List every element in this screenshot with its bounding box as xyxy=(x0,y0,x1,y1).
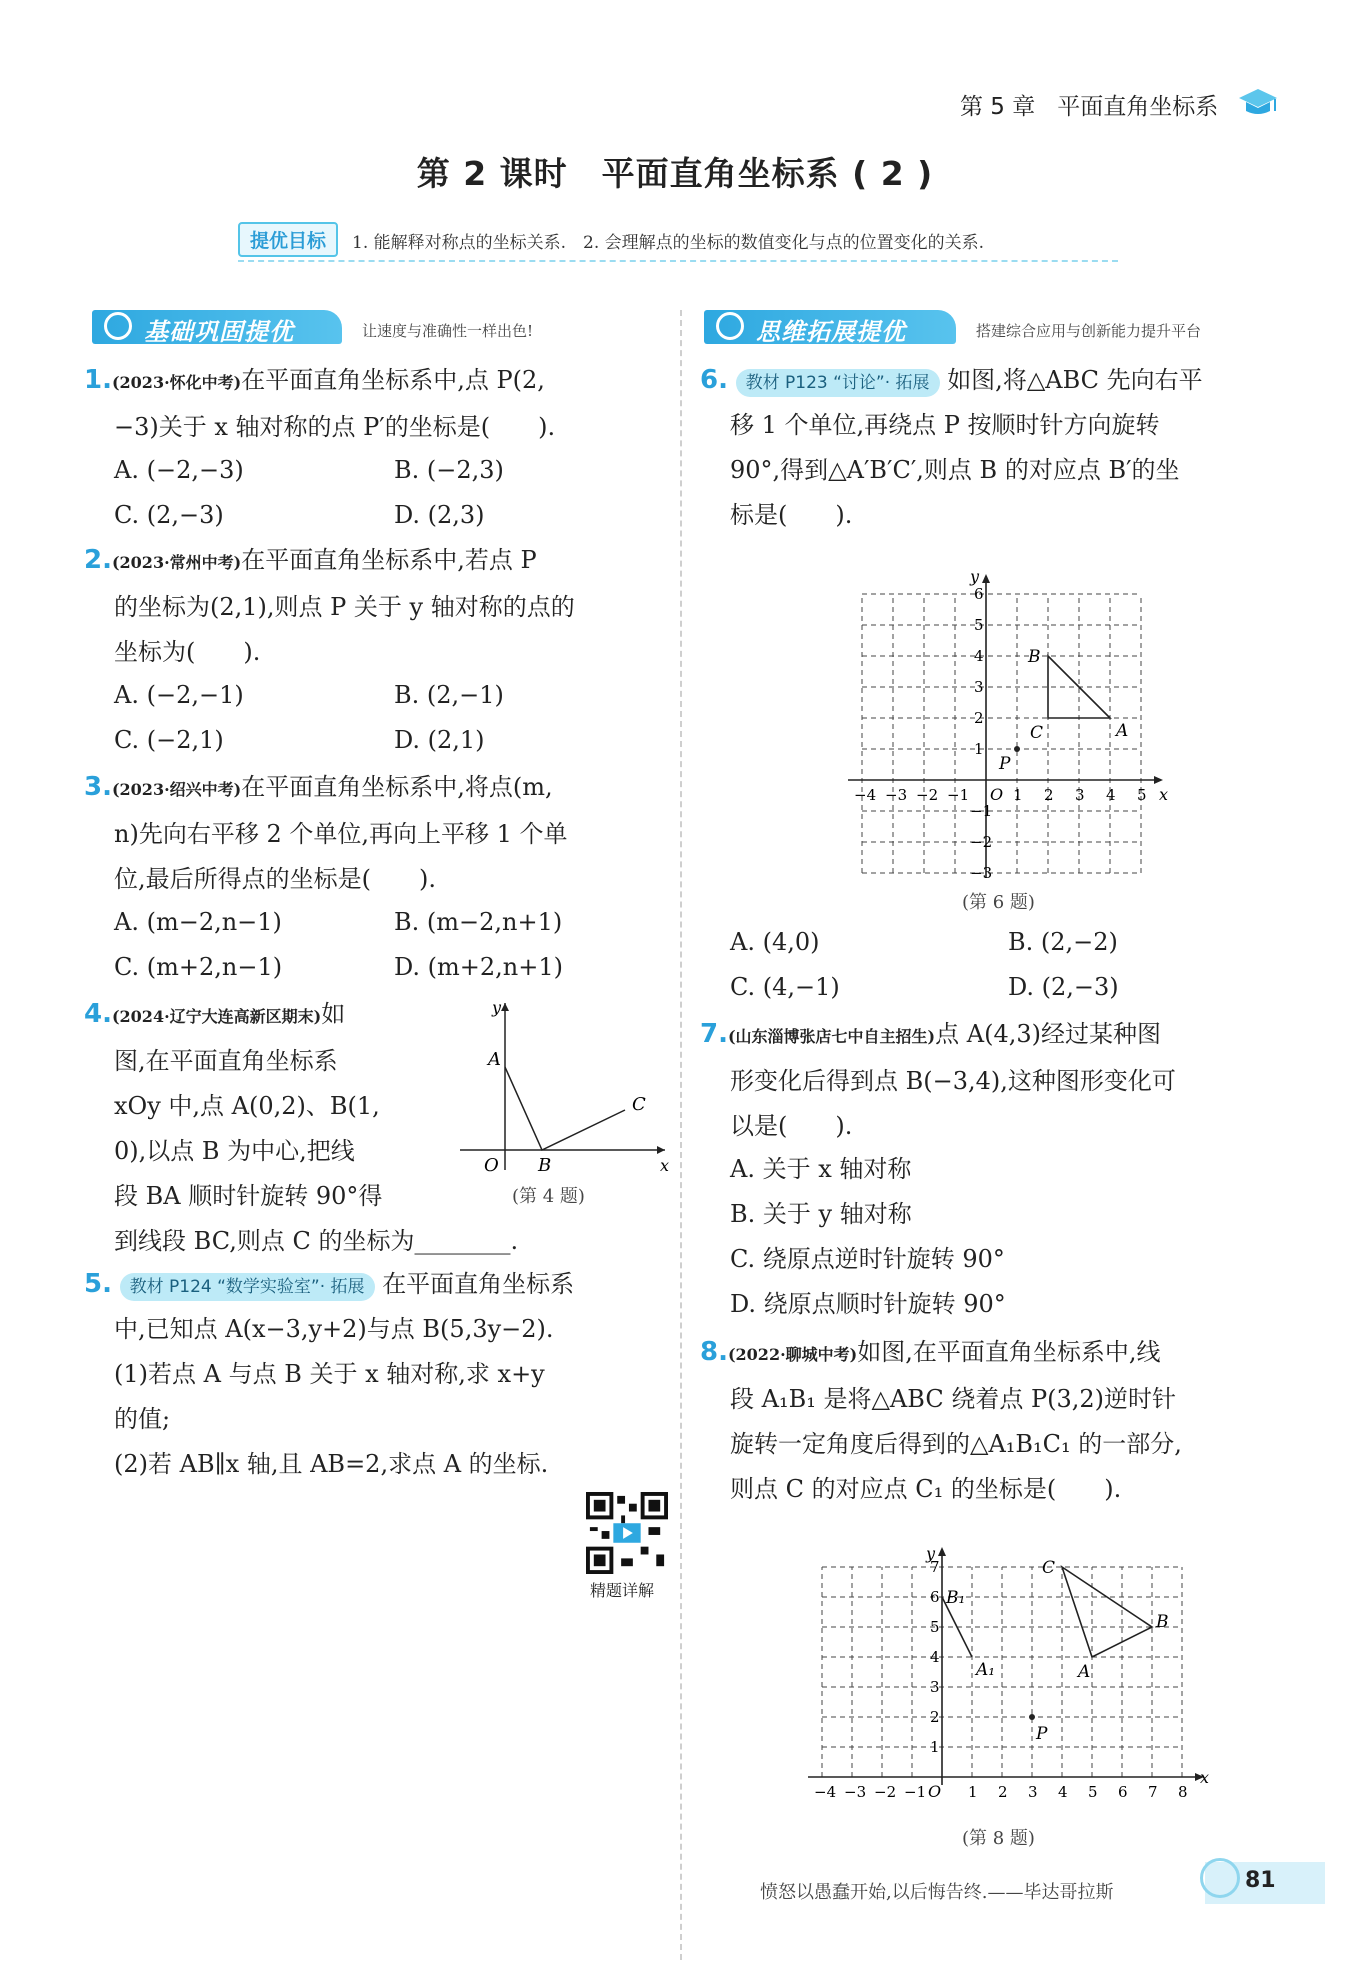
q6-textbook-tag: 教材 P123 “讨论”· 拓展 xyxy=(736,369,940,397)
q2-source: (2023·常州中考) xyxy=(111,553,242,572)
q8-x-tick: −1 xyxy=(904,1783,927,1801)
q8-number: 8. xyxy=(700,1337,728,1367)
q1-source: (2023·怀化中考) xyxy=(111,373,242,392)
page-header xyxy=(960,88,1240,121)
q8-x-tick: −2 xyxy=(874,1783,897,1801)
q8-y-tick: 3 xyxy=(930,1678,940,1696)
q3-option-c: C. (m+2,n−1) xyxy=(114,953,283,981)
q1-option-d: D. (2,3) xyxy=(394,501,485,529)
q4-line2: 图,在平面直角坐标系 xyxy=(114,1047,338,1075)
q7-option-d: D. 绕原点顺时针旋转 90° xyxy=(730,1290,1006,1318)
q4-label-a: A xyxy=(488,1049,501,1070)
target-icon xyxy=(104,312,132,340)
q8-label-o: O xyxy=(928,1782,942,1801)
q1-line2: −3)关于 x 轴对称的点 P′的坐标是( ). xyxy=(114,413,556,441)
q8-label-x: x xyxy=(1200,1768,1210,1787)
q7-option-b: B. 关于 y 轴对称 xyxy=(730,1200,912,1228)
q5-line3: (1)若点 A 与点 B 关于 x 轴对称,求 x+y xyxy=(114,1360,545,1388)
q8-line4: 则点 C 的对应点 C₁ 的坐标是( ). xyxy=(730,1475,1122,1503)
q4-line1: 如 xyxy=(321,1000,346,1028)
q2-option-b: B. (2,−1) xyxy=(394,681,504,709)
q4-label-x: x xyxy=(660,1156,670,1175)
qr-code-icon[interactable] xyxy=(586,1492,668,1574)
q8-figure xyxy=(800,1515,1220,1815)
q1-number: 1. xyxy=(84,365,112,395)
qr-label: 精题详解 xyxy=(590,1581,655,1600)
q8-y-tick: 6 xyxy=(930,1588,940,1606)
question-1 xyxy=(84,358,674,450)
chapter-title: 平面直角坐标系 xyxy=(1057,94,1219,120)
q8-caption: (第 8 题) xyxy=(962,1828,1035,1849)
q6-line1: 如图,将△ABC 先向右平 xyxy=(947,366,1203,394)
q6-x-tick: 5 xyxy=(1137,786,1147,804)
q3-line2: n)先向右平移 2 个单位,再向上平移 1 个单 xyxy=(114,820,568,848)
q6-option-a: A. (4,0) xyxy=(730,928,820,956)
q1-option-c: C. (2,−3) xyxy=(114,501,224,529)
q8-x-tick: −3 xyxy=(844,1783,867,1801)
q8-label-p: P xyxy=(1036,1724,1048,1744)
page-number: 81 xyxy=(1245,1868,1276,1893)
q1-line1: 在平面直角坐标系中,点 P(2, xyxy=(241,366,545,394)
q6-y-tick: −1 xyxy=(970,802,993,820)
q6-y-tick: −3 xyxy=(970,864,993,878)
q6-point-p xyxy=(1014,746,1020,752)
q6-y-tick: 5 xyxy=(974,616,984,634)
q8-x-tick: 1 xyxy=(968,1783,978,1801)
q7-line3: 以是( ). xyxy=(730,1112,853,1140)
right-section-subtitle: 搭建综合应用与创新能力提升平台 xyxy=(976,322,1202,340)
q8-x-tick: 4 xyxy=(1058,1783,1068,1801)
q8-label-b: B xyxy=(1156,1612,1169,1632)
q8-label-a1: A₁ xyxy=(976,1660,996,1680)
q8-line2: 段 A₁B₁ 是将△ABC 绕着点 P(3,2)逆时针 xyxy=(730,1385,1177,1413)
q6-x-tick: 2 xyxy=(1044,786,1054,804)
q7-option-a: A. 关于 x 轴对称 xyxy=(730,1155,912,1183)
q6-y-tick: −2 xyxy=(970,833,993,851)
question-2 xyxy=(84,538,674,675)
q6-x-arrow xyxy=(1154,776,1163,784)
q6-y-arrow xyxy=(982,574,990,583)
page-ring-icon xyxy=(1200,1858,1240,1898)
q6-x-tick: 3 xyxy=(1075,786,1085,804)
q6-x-tick: −4 xyxy=(854,786,877,804)
q6-number: 6. xyxy=(700,365,728,395)
q6-label-x: x xyxy=(1159,785,1169,804)
q5-line4: 的值; xyxy=(114,1405,171,1433)
q4-label-y: y xyxy=(492,998,502,1017)
q8-y-tick: 7 xyxy=(930,1558,940,1576)
q7-line2: 形变化后得到点 B(−3,4),这种图形变化可 xyxy=(730,1067,1176,1095)
q5-number: 5. xyxy=(84,1269,112,1299)
q8-line3: 旋转一定角度后得到的△A₁B₁C₁ 的一部分, xyxy=(730,1430,1182,1458)
q6-y-tick: 3 xyxy=(974,678,984,696)
q8-x-tick: 2 xyxy=(998,1783,1008,1801)
q4-segments xyxy=(505,1067,625,1150)
q2-line2: 的坐标为(2,1),则点 P 关于 y 轴对称的点的 xyxy=(114,593,575,621)
q1-option-a: A. (−2,−3) xyxy=(114,456,244,484)
q6-x-tick: −2 xyxy=(916,786,939,804)
q2-number: 2. xyxy=(84,545,112,575)
right-section-title: 思维拓展提优 xyxy=(756,318,906,346)
q8-y-tick: 5 xyxy=(930,1618,940,1636)
q6-x-tick: −1 xyxy=(947,786,970,804)
q8-y-arrow xyxy=(938,1547,946,1556)
q4-line3: xOy 中,点 A(0,2)、B(1, xyxy=(114,1092,380,1120)
q8-label-c: C xyxy=(1042,1558,1056,1578)
q6-y-tick: 2 xyxy=(974,709,984,727)
q8-source: (2022·聊城中考) xyxy=(727,1345,858,1364)
q8-x-tick: 8 xyxy=(1178,1783,1188,1801)
q6-line4: 标是( ). xyxy=(730,501,853,529)
q6-label-p: P xyxy=(999,754,1011,774)
q6-y-tick: 6 xyxy=(974,585,984,603)
left-section-subtitle: 让速度与准确性一样出色! xyxy=(362,322,534,340)
right-section-banner xyxy=(704,306,1324,346)
q3-option-d: D. (m+2,n+1) xyxy=(394,953,563,981)
q1-option-b: B. (−2,3) xyxy=(394,456,504,484)
left-section-title: 基础巩固提优 xyxy=(144,318,294,346)
q6-option-d: D. (2,−3) xyxy=(1008,973,1119,1001)
q6-option-c: C. (4,−1) xyxy=(730,973,840,1001)
chapter-number: 第 5 章 xyxy=(960,94,1036,120)
question-7 xyxy=(700,1012,1340,1149)
footer-quote: 愤怒以愚蠢开始,以后悔告终.——毕达哥拉斯 xyxy=(760,1882,1114,1903)
goal-badge: 提优目标 xyxy=(238,222,338,257)
q8-x-tick: 5 xyxy=(1088,1783,1098,1801)
q6-x-tick: 4 xyxy=(1106,786,1116,804)
q6-y-tick: 4 xyxy=(974,647,984,665)
q8-y-tick: 2 xyxy=(930,1708,940,1726)
q8-y-tick: 1 xyxy=(930,1738,940,1756)
q2-option-c: C. (−2,1) xyxy=(114,726,224,754)
q6-line3: 90°,得到△A′B′C′,则点 B 的对应点 B′的坐 xyxy=(730,456,1180,484)
q4-caption: (第 4 题) xyxy=(512,1186,585,1207)
q6-x-tick: −3 xyxy=(885,786,908,804)
q8-line1: 如图,在平面直角坐标系中,线 xyxy=(857,1338,1161,1366)
q3-line1: 在平面直角坐标系中,将点(m, xyxy=(241,773,553,801)
q8-x-tick: −4 xyxy=(814,1783,837,1801)
q3-source: (2023·绍兴中考) xyxy=(111,780,242,799)
q8-x-tick: 3 xyxy=(1028,1783,1038,1801)
q5-line2: 中,已知点 A(x−3,y+2)与点 B(5,3y−2). xyxy=(114,1315,554,1343)
q3-number: 3. xyxy=(84,772,112,802)
q5-line1: 在平面直角坐标系 xyxy=(382,1270,575,1298)
graduation-cap-icon xyxy=(1237,85,1279,119)
q4-label-o: O xyxy=(484,1155,499,1175)
q6-y-tick: 1 xyxy=(974,740,984,758)
q8-point-p xyxy=(1029,1714,1035,1720)
q6-label-c: C xyxy=(1030,723,1044,743)
lesson-title: 第 2 课时 平面直角坐标系 ( 2 ) xyxy=(416,154,934,193)
q7-option-c: C. 绕原点逆时针旋转 90° xyxy=(730,1245,1005,1273)
question-6 xyxy=(700,358,1330,538)
question-5 xyxy=(84,1262,684,1487)
q8-x-tick: 6 xyxy=(1118,1783,1128,1801)
q4-line4: 0),以点 B 为中心,把线 xyxy=(114,1137,355,1165)
q7-number: 7. xyxy=(700,1019,728,1049)
q6-option-b: B. (2,−2) xyxy=(1008,928,1118,956)
q3-option-b: B. (m−2,n+1) xyxy=(394,908,563,936)
learning-goal xyxy=(238,222,1118,260)
q6-x-tick: 1 xyxy=(1013,786,1023,804)
q5-textbook-tag: 教材 P124 “数学实验室”· 拓展 xyxy=(120,1273,375,1301)
q2-option-a: A. (−2,−1) xyxy=(114,681,244,709)
q4-line5: 段 BA 顺时针旋转 90°得 xyxy=(114,1182,383,1210)
q8-y-tick: 4 xyxy=(930,1648,940,1666)
q8-label-y: y xyxy=(926,1544,936,1563)
question-3 xyxy=(84,765,674,902)
q6-label-b: B xyxy=(1028,647,1041,667)
q5-line5: (2)若 AB∥x 轴,且 AB=2,求点 A 的坐标. xyxy=(114,1450,549,1478)
q6-label-o: O xyxy=(990,785,1004,804)
q7-line1: 点 A(4,3)经过某种图 xyxy=(935,1020,1161,1048)
question-8 xyxy=(700,1330,1340,1512)
q2-line3: 坐标为( ). xyxy=(114,638,261,666)
q4-label-c: C xyxy=(632,1094,646,1115)
q8-label-a: A xyxy=(1078,1662,1091,1682)
q2-option-d: D. (2,1) xyxy=(394,726,485,754)
q6-label-y: y xyxy=(970,567,980,586)
q4-source: (2024·辽宁大连高新区期末) xyxy=(111,1007,322,1026)
q6-caption: (第 6 题) xyxy=(962,892,1035,913)
left-section-banner xyxy=(92,306,672,346)
q4-number: 4. xyxy=(84,999,112,1029)
q4-line6: 到线段 BC,则点 C 的坐标为________. xyxy=(114,1227,519,1255)
q3-option-a: A. (m−2,n−1) xyxy=(114,908,282,936)
q7-source: (山东淄博张店七中自主招生) xyxy=(727,1027,936,1046)
atom-icon xyxy=(716,312,744,340)
q4-label-b: B xyxy=(538,1155,552,1175)
q4-figure xyxy=(440,995,675,1175)
q8-label-b1: B₁ xyxy=(946,1588,966,1608)
q8-triangle-abc xyxy=(1062,1567,1152,1657)
q6-figure xyxy=(840,548,1180,878)
q3-line3: 位,最后所得点的坐标是( ). xyxy=(114,865,436,893)
goal-text: 1. 能解释对称点的坐标关系. 2. 会理解点的坐标的数值变化与点的位置变化的关系. xyxy=(352,233,985,253)
goal-underline xyxy=(238,260,1118,262)
q2-line1: 在平面直角坐标系中,若点 P xyxy=(241,546,537,574)
q8-x-tick: 7 xyxy=(1148,1783,1158,1801)
q6-line2: 移 1 个单位,再绕点 P 按顺时针方向旋转 xyxy=(730,411,1160,439)
q6-label-a: A xyxy=(1116,721,1129,741)
